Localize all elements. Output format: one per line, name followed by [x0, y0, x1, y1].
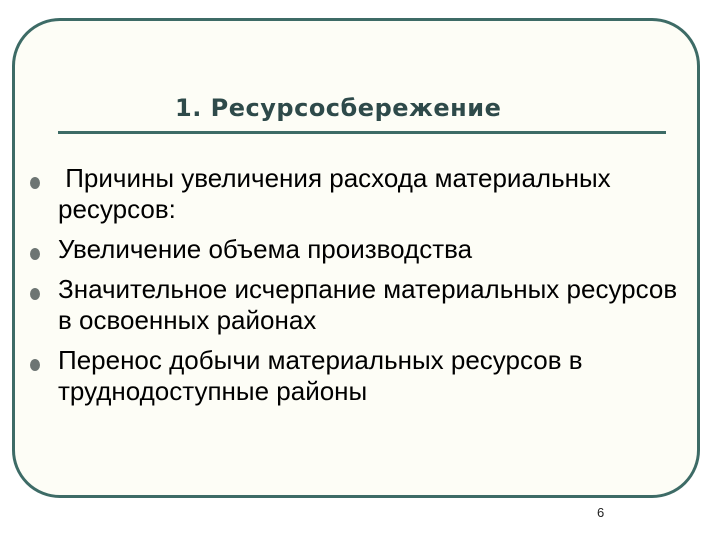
page-number: 6: [597, 505, 605, 520]
slide-title: 1. Ресурсосбережение: [175, 94, 502, 122]
bullet-list: [30, 163, 690, 416]
bullet-item: [30, 345, 690, 407]
bullet-text: Причины увеличения расхода материальных ресурсов:: [58, 163, 618, 224]
bullet-dot-icon: [30, 359, 40, 371]
bullet-item: [30, 163, 690, 225]
bullet-item: [30, 274, 690, 336]
title-underline: [58, 131, 666, 134]
bullet-dot-icon: [30, 288, 40, 300]
bullet-dot-icon: [30, 177, 40, 189]
bullet-text: Перенос добычи материальных ресурсов в труднодоступные районы: [58, 345, 583, 406]
bullet-dot-icon: [30, 248, 40, 260]
bullet-text: Значительное исчерпание материальных ресурсов в освоенных районах: [58, 274, 678, 335]
bullet-item: [30, 234, 690, 265]
bullet-text: Увеличение объема производства: [58, 234, 473, 264]
